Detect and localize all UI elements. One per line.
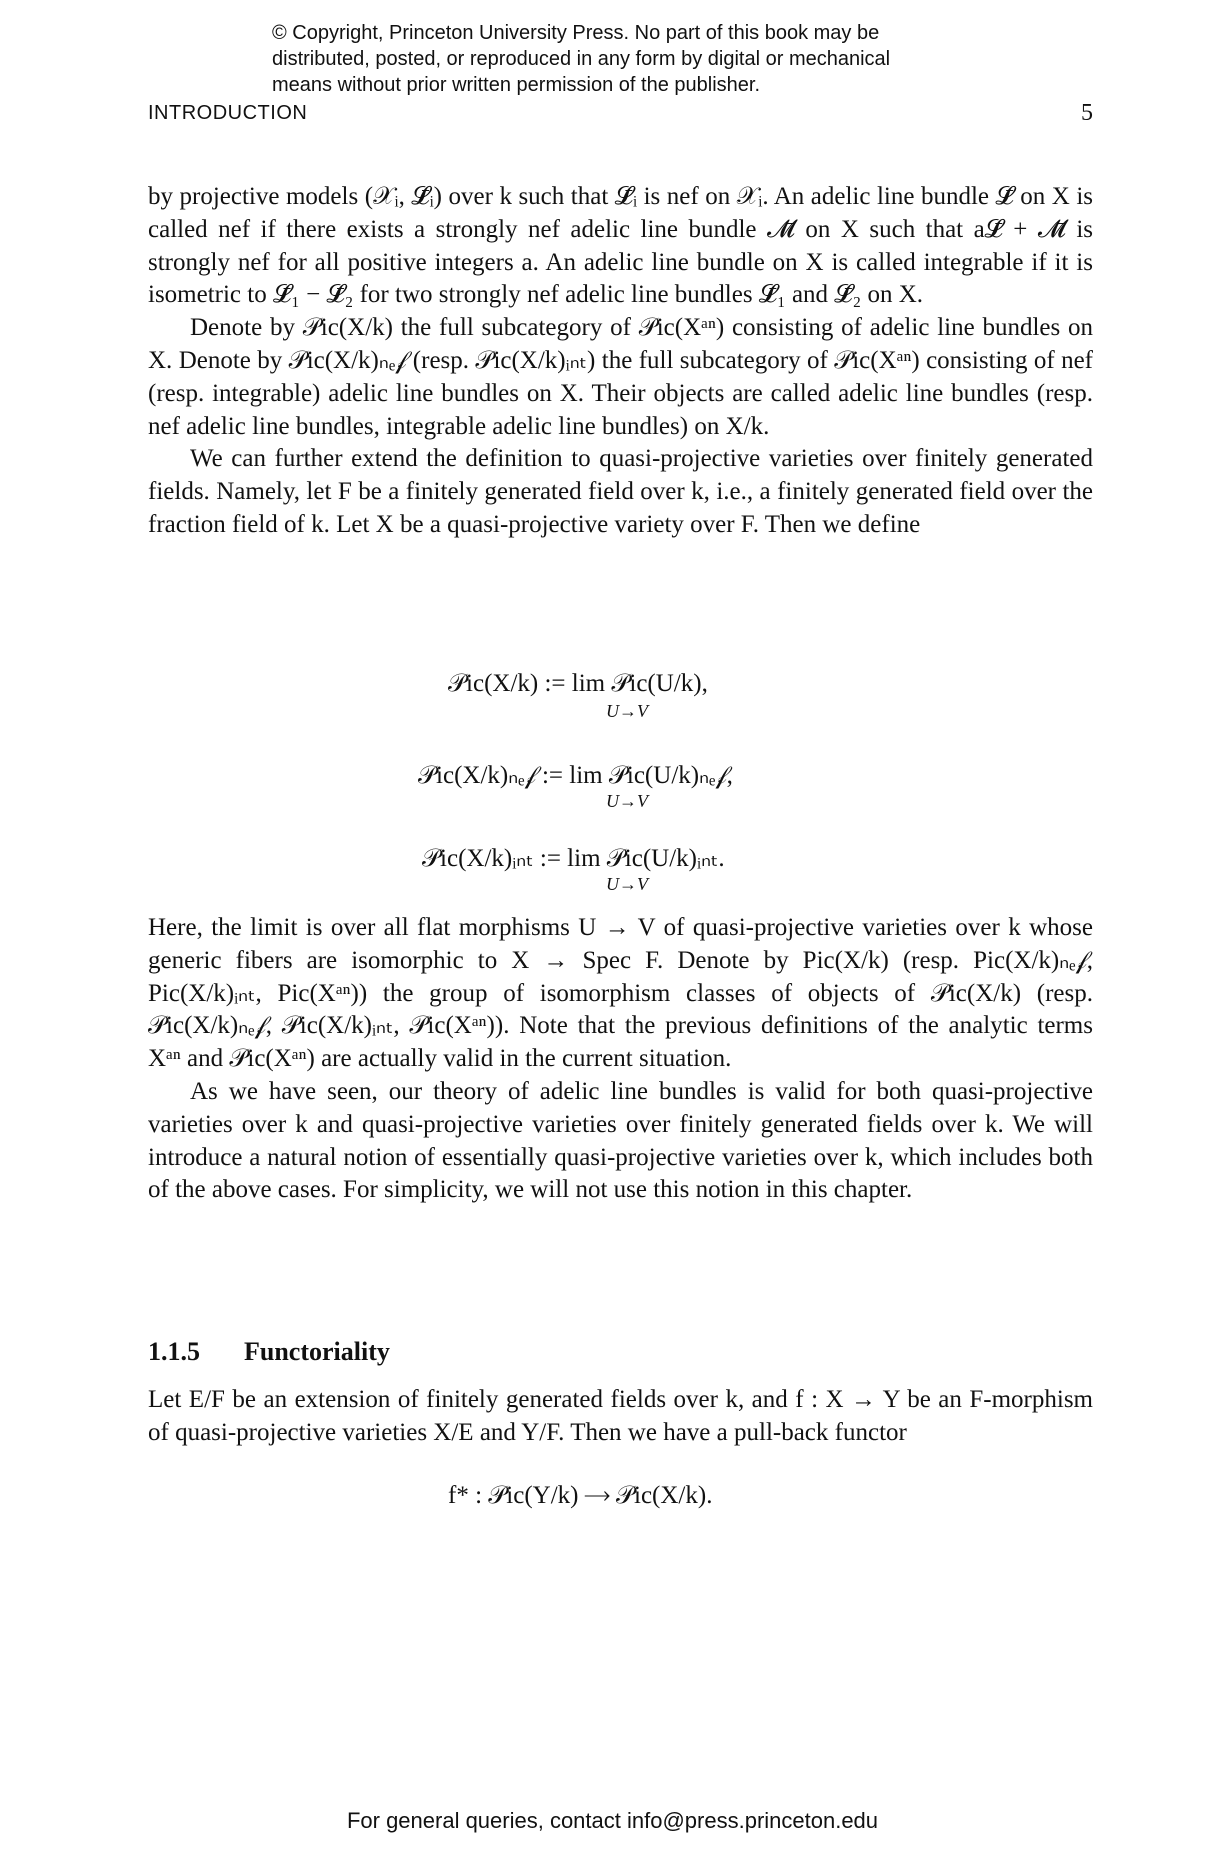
display-equation [422,843,725,894]
paragraph: Denote by 𝒫ic(X/k) the full subcategory of 𝒫ic(Xᵃⁿ) consisting of adelic line bundles on X. Denote by 𝒫ic(X/k)ₙₑ𝒻 (resp. 𝒫ic(X/k)ᵢₙₜ) the full subcategory of 𝒫ic(Xᵃⁿ) consisting of nef (resp. integrable) adelic line bundles on X. Their objects are called adelic line bundles (resp. nef adelic line bundles, integrable adelic line bundles) on X/k. [148,314,1093,440]
paragraph: Here, the limit is over all flat morphisms U → V of quasi-projective varieties over k whose generic fibers are isomorphic to X → Spec F. Denote by Pic(X/k) (resp. Pic(X/k)ₙₑ𝒻, Pic(X/k)ᵢₙₜ, Pic(Xᵃⁿ)) the group of isomorphism classes of objects of 𝒫ic(X/k) (resp. 𝒫ic(X/k)ₙₑ𝒻, 𝒫ic(X/k)ᵢₙₜ, 𝒫ic(Xᵃⁿ)). Note that the previous definitions of the analytic terms Xᵃⁿ and 𝒫ic(Xᵃⁿ) are actually valid in the current situation. [148,914,1093,1073]
running-header [148,100,1093,130]
limit-subscript: U→V [606,791,648,811]
copyright-line: means without prior written permission of the publisher. [272,74,761,96]
body-text [148,912,1093,1207]
equation-text: 𝒫ic(X/k) := lim 𝒫ic(U/k), [448,670,708,697]
paragraph: Let E/F be an extension of finitely generated fields over k, and f : X → Y be an F-morphism of quasi-projective varieties X/E and Y/F. Then we have a pull-back functor [148,1386,1093,1446]
display-equation [418,760,733,811]
equation-text: 𝒫ic(X/k)ₙₑ𝒻 := lim 𝒫ic(U/k)ₙₑ𝒻, [418,762,733,789]
copyright-line: © Copyright, Princeton University Press. No part of this book may be [272,22,880,44]
paragraph: We can further extend the definition to quasi-projective varieties over finitely generated fields. Namely, let F be a finitely generated field over k, i.e., a finitely generated field over the fraction field of k. Let X be a quasi-projective variety over F. Then we define [148,445,1093,538]
body-text [148,181,1093,542]
paragraph: As we have seen, our theory of adelic line bundles is valid for both quasi-projective varieties over k and quasi-projective varieties over finitely generated fields over k. We will introduce a natural notion of essentially quasi-projective varieties over k, which includes both of the above cases. For simplicity, we will not use this notion in this chapter. [148,1077,1093,1204]
page-number: 5 [1081,100,1093,126]
display-equation [448,670,708,721]
display-equation [448,1482,712,1510]
subsection-number: 1.1.5 [148,1337,200,1366]
body-text [148,1384,1093,1450]
limit-subscript: U→V [606,701,648,721]
footer-note: For general queries, contact info@press.princeton.edu [346,1808,879,1833]
subsection-heading [148,1337,390,1367]
copyright-line: distributed, posted, or reproduced in any form by digital or mechanical [272,48,891,70]
equation-text: f* : 𝒫ic(Y/k) ⟶ 𝒫ic(X/k). [448,1482,713,1509]
copyright-notice [272,20,1032,98]
limit-subscript: U→V [606,874,648,894]
paragraph: by projective models (𝒳ᵢ, 𝓛̄ᵢ) over k such that 𝓛̄ᵢ is nef on 𝒳ᵢ. An adelic line bundle 𝓛̄ on X is called nef if there exists a strongly nef adelic line bundle 𝓜̄ on X such that a𝓛̄ + 𝓜̄ is strongly nef for all positive integers a. An adelic line bundle on X is called integrable if it is isometric to 𝓛̄₁ − 𝓛̄₂ for two strongly nef adelic line bundles 𝓛̄₁ and 𝓛̄₂ on X. [148,183,1093,309]
subsection-title: Functoriality [244,1337,390,1366]
section-title: INTRODUCTION [148,102,308,124]
equation-text: 𝒫ic(X/k)ᵢₙₜ := lim 𝒫ic(U/k)ᵢₙₜ. [422,845,725,872]
